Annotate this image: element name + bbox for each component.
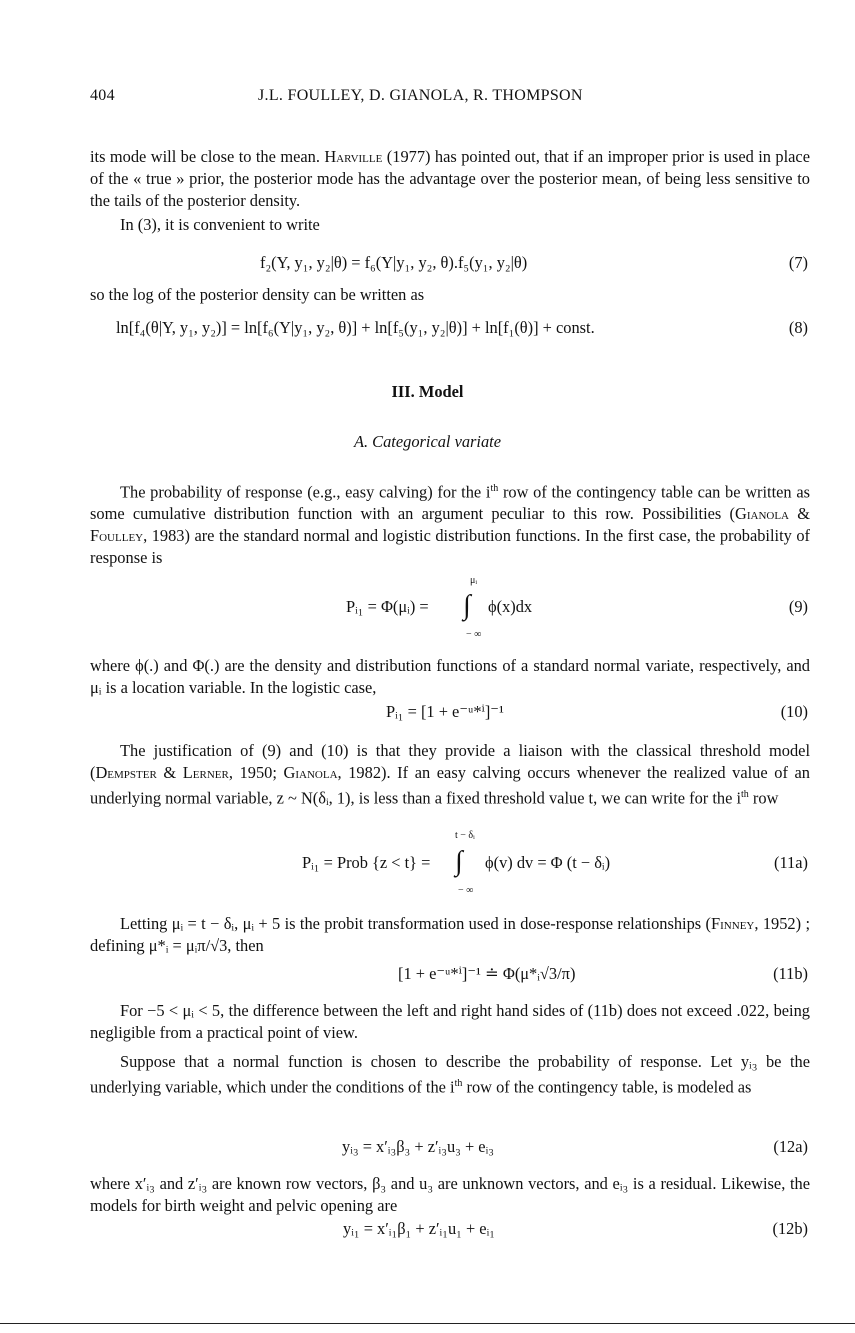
equation-12a: yᵢ₃ = x′ᵢ₃β₃ + z′ᵢ₃u₃ + eᵢ₃ [342,1137,494,1156]
equation-number-11b: (11b) [773,964,808,983]
citation-gianola-2: Gianola [283,763,338,782]
superscript-th: th [490,483,499,494]
equation-number-11a: (11a) [774,853,808,872]
letting-text-2: , 1952) ; defining μ*ᵢ = μᵢπ/√3, then [90,914,811,955]
equation-10: Pᵢ₁ = [1 + e⁻ᵘ*ⁱ]⁻¹ [386,702,504,721]
integral-sign-11a: ∫ [455,846,463,877]
section-heading: III. Model [391,382,464,401]
paragraph-letting [90,913,810,957]
equation-11a-lower-limit: − ∞ [458,885,474,896]
citation-gianola: Gianola [735,504,789,524]
just-text-3: , 1982). If an easy calving occurs whenever the realized value of an underlying normal variable, z ~ N(δᵢ, 1), is less than a fixed threshold value t, we can write for the i [90,763,810,808]
citation-amp: & [789,504,810,524]
superscript-th-3: th [454,1078,463,1089]
equation-9-integrand: ϕ(x)dx [488,597,533,616]
superscript-th-2: th [741,789,749,800]
letting-text-1: Letting μᵢ = t − δᵢ, μᵢ + 5 is the probit transformation used in dose-response relationships ( [120,914,712,933]
citation-lerner: Lerner [182,763,229,782]
equation-number-7: (7) [788,253,808,272]
paragraph-where-phi: where ϕ(.) and Φ(.) are the density and distribution functions of a standard normal variate, respectively, and μᵢ is a location variable. In the logistic case, [90,656,810,697]
prob-text-2: row of the contingency table can be written as some cumulative distribution function with an argument peculiar to this row. Possibilities ( [90,482,810,524]
subsection-heading [0,432,855,452]
equation-number-9: (9) [788,597,808,616]
intro-text-1: its mode will be close to the mean. [90,147,325,166]
equation-7: f₂(Y, y₁, y₂|θ) = f₆(Y|y₁, y₂, θ).f₅(y₁, y₂|θ) [260,253,528,272]
just-text-1: The justification of (9) and (10) is that they provide a liaison with the classical threshold model ( [90,741,810,782]
equation-9-upper-limit: μᵢ [470,575,477,586]
equation-number-12a: (12a) [773,1137,808,1156]
equation-8: ln[f₄(θ|Y, y₁, y₂)] = ln[f₆(Y|y₁, y₂, θ)] + ln[f₅(y₁, y₂|θ)] + ln[f₁(θ)] + const. [116,318,595,337]
citation-harville: Harville [324,147,383,166]
equation-number-12b: (12b) [772,1219,808,1238]
citation-foulley: Foulley [90,526,144,546]
citation-dempster: Dempster [95,763,157,782]
equation-11a-integrand: ϕ(v) dv = Φ (t − δᵢ) [485,853,611,872]
paragraph-suppose [90,1051,810,1098]
paragraph-intro [90,146,810,212]
paragraph-where-vectors: where x′ᵢ₃ and z′ᵢ₃ are known row vectors, β₃ and u₃ are unknown vectors, and eᵢ₃ is a residual. Likewise, the models for birth weight and pelvic opening are [90,1174,810,1215]
suppose-text-2: row of the contingency table, is modeled as [462,1077,752,1097]
bottom-rule [0,1323,855,1324]
suppose-text-1: Suppose that a normal function is chosen to describe the probability of response. Let yᵢ₃ be the underlying variable, which under the conditions of the i [90,1052,810,1097]
intro-text-2: (1977) has pointed out, that if an improper prior is used in place of the « true » prior, the posterior mode has the advantage over the posterior mean, of being less sensitive to the tails of the posterior density. [90,147,810,210]
equation-9-lhs: Pᵢ₁ = Φ(μᵢ) = [346,597,429,616]
prob-text-3: , 1983) are the standard normal and logistic distribution functions. In the first case, the probability of response is [90,526,810,568]
citation-finney: Finney [711,914,755,933]
equation-11a-lhs: Pᵢ₁ = Prob {z < t} = [302,853,431,872]
equation-number-10: (10) [780,702,808,721]
equation-number-8: (8) [788,318,808,337]
equation-11b: [1 + e⁻ᵘ*ⁱ]⁻¹ ≐ Φ(μ*ᵢ√3/π) [398,964,576,983]
integral-sign-9: ∫ [463,590,471,621]
running-header-authors: J.L. FOULLEY, D. GIANOLA, R. THOMPSON [258,87,583,104]
prob-text-1: The probability of response (e.g., easy calving) for the i [120,482,491,502]
paragraph-convenient: In (3), it is convenient to write [120,215,320,234]
just-text-4: row [748,788,779,808]
equation-9-lower-limit: − ∞ [466,629,482,640]
citation-amp-2: & [156,763,183,782]
equation-12b: yᵢ₁ = x′ᵢ₁β₁ + z′ᵢ₁u₁ + eᵢ₁ [343,1219,495,1238]
paragraph-probability [90,478,810,569]
subsection-title: A. Categorical variate [353,432,502,451]
page-number: 404 [90,87,115,104]
paragraph-justification [90,740,810,809]
just-text-2: , 1950; [228,763,284,782]
equation-11a-upper-limit: t − δᵢ [455,830,475,841]
paragraph-log: so the log of the posterior density can be written as [90,285,425,304]
paragraph-for: For −5 < μᵢ < 5, the difference between the left and right hand sides of (11b) does not exceed .022, being negligible from a practical point of view. [90,1001,810,1042]
